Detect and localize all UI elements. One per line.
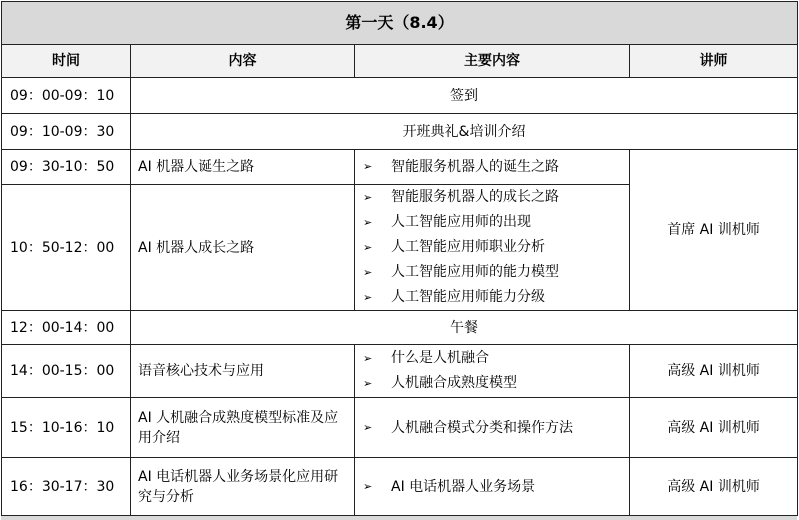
points-cell [355, 185, 630, 311]
time-cell: 14：00-15：00 [2, 345, 131, 398]
time-cell: 09：10-09：30 [2, 114, 131, 150]
time-cell: 15：10-16：10 [2, 398, 131, 458]
list-item [363, 371, 629, 396]
point-text: 人机融合成熟度模型 [391, 375, 517, 391]
arrow-bullet-icon: ➢ [363, 291, 373, 304]
list-item [363, 185, 629, 210]
time-cell: 09：30-10：50 [2, 150, 131, 185]
point-text: 人机融合模式分类和操作方法 [391, 419, 573, 436]
schedule-table [1, 1, 798, 516]
header-main-content: 主要内容 [355, 45, 630, 78]
arrow-bullet-icon: ➢ [363, 266, 373, 279]
time-cell: 12：00-14：00 [2, 311, 131, 345]
points-cell [355, 150, 630, 185]
list-item [363, 477, 629, 497]
content-cell: 语音核心技术与应用 [131, 345, 355, 398]
list-item [363, 260, 629, 285]
content-cell: AI 机器人成长之路 [131, 185, 355, 311]
points-list [355, 157, 629, 177]
content-cell: AI 机器人诞生之路 [131, 150, 355, 185]
time-cell: 16：30-17：30 [2, 458, 131, 516]
points-list [355, 418, 629, 438]
points-cell [355, 345, 630, 398]
merged-activity-cell: 午餐 [131, 311, 798, 345]
points-cell [355, 458, 630, 516]
points-list [355, 346, 629, 396]
arrow-bullet-icon: ➢ [363, 420, 373, 434]
list-item [363, 235, 629, 260]
table-row [2, 398, 798, 458]
content-cell: AI 电话机器人业务场景化应用研究与分析 [131, 458, 355, 516]
table-row [2, 458, 798, 516]
header-lecturer: 讲师 [630, 45, 798, 78]
point-text: 人工智能应用师能力分级 [391, 289, 545, 305]
lecturer-cell: 高级 AI 训机师 [630, 345, 798, 398]
header-time: 时间 [2, 45, 131, 78]
content-cell: AI 人机融合成熟度模型标准及应用介绍 [131, 398, 355, 458]
next-section-strip [1, 516, 797, 520]
table-row [2, 114, 798, 150]
header-row [2, 45, 798, 78]
arrow-bullet-icon: ➢ [363, 479, 373, 493]
arrow-bullet-icon: ➢ [363, 241, 373, 254]
table-row [2, 345, 798, 398]
point-text: 人工智能应用师职业分析 [391, 239, 545, 255]
merged-activity-cell: 签到 [131, 78, 798, 114]
table-row [2, 78, 798, 114]
header-content: 内容 [131, 45, 355, 78]
point-text: 智能服务机器人的诞生之路 [391, 159, 559, 175]
arrow-bullet-icon: ➢ [363, 216, 373, 229]
point-text: AI 电话机器人业务场景 [391, 478, 536, 495]
list-item [363, 210, 629, 235]
point-text: 智能服务机器人的成长之路 [391, 189, 559, 205]
merged-activity-cell: 开班典礼&培训介绍 [131, 114, 798, 150]
table-row [2, 150, 798, 185]
points-cell [355, 398, 630, 458]
list-item [363, 346, 629, 371]
arrow-bullet-icon: ➢ [363, 352, 373, 365]
lecturer-cell: 高级 AI 训机师 [630, 458, 798, 516]
title-row [2, 2, 798, 45]
time-cell: 10：50-12：00 [2, 185, 131, 311]
lecturer-cell: 高级 AI 训机师 [630, 398, 798, 458]
list-item [363, 418, 629, 438]
point-text: 人工智能应用师的出现 [391, 214, 531, 230]
points-list [355, 477, 629, 497]
table-row [2, 311, 798, 345]
point-text: 人工智能应用师的能力模型 [391, 264, 559, 280]
arrow-bullet-icon: ➢ [363, 377, 373, 390]
list-item [363, 157, 629, 177]
arrow-bullet-icon: ➢ [363, 191, 373, 204]
arrow-bullet-icon: ➢ [363, 160, 373, 173]
point-text: 什么是人机融合 [391, 350, 489, 366]
time-cell: 09：00-09：10 [2, 78, 131, 114]
list-item [363, 285, 629, 310]
day-title: 第一天（8.4） [2, 2, 798, 45]
lecturer-cell: 首席 AI 训机师 [630, 150, 798, 311]
points-list [355, 185, 629, 310]
